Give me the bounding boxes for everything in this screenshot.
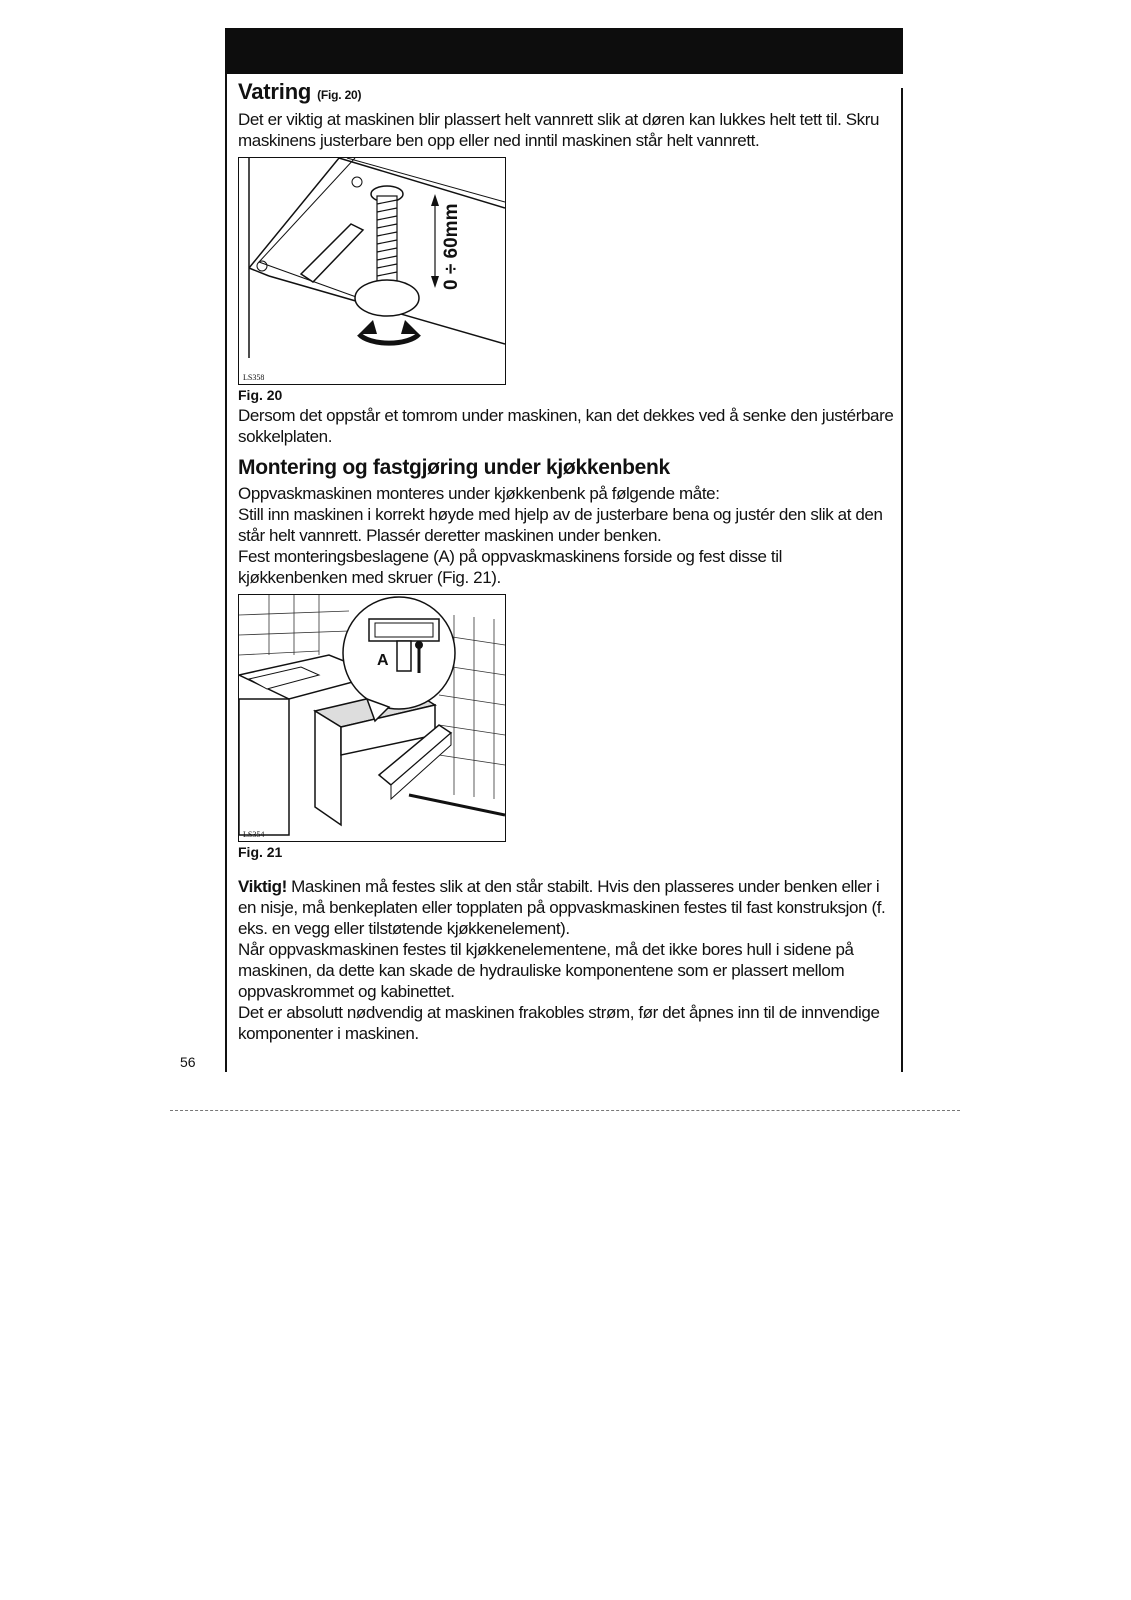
figure-20-leveling-foot <box>238 157 506 385</box>
important-text: Maskinen må festes slik at den står stabilt. Hvis den plasseres under benken eller i en nisje, må benkeplaten eller topplaten på oppvaskmaskinen festes til fast konstruksjon (f. eks. en vegg eller tilstøtende kjøkkenelement). <box>238 877 886 938</box>
figure-20-caption: Fig. 20 <box>238 387 283 403</box>
montering-intro: Oppvaskmaskinen monteres under kjøkkenbenk på følgende måte: <box>238 484 720 503</box>
right-margin-rule <box>901 88 903 1072</box>
mounting-illustration <box>239 595 505 841</box>
page-number: 56 <box>180 1054 196 1070</box>
section-figure-ref: (Fig. 20) <box>317 88 362 102</box>
vatring-intro: Det er viktig at maskinen blir plassert helt vannrett slik at døren kan lukkes helt tett til. Skru maskinens justerbare ben opp eller ned inntil maskinen står helt vannrett. <box>238 110 880 150</box>
page-content <box>238 78 894 1044</box>
important-lead: Viktig! <box>238 877 287 896</box>
measurement-label: 0 ÷ 60mm <box>441 203 462 290</box>
header-bar <box>225 28 903 74</box>
section-title: Vatring <box>238 79 312 104</box>
section-heading-montering: Montering og fastgjøring under kjøkkenbenk <box>238 456 670 479</box>
figure-21-mounting-brackets <box>238 594 506 842</box>
section-heading-vatring <box>238 78 894 109</box>
bottom-cut-line <box>170 1110 960 1111</box>
figure-code: LS354 <box>243 830 265 839</box>
figure-code: LS358 <box>243 373 265 382</box>
left-margin-rule <box>225 74 227 1072</box>
leveling-foot-illustration <box>239 158 505 384</box>
figure-21-caption: Fig. 21 <box>238 844 283 860</box>
vatring-note: Dersom det oppstår et tomrom under maskinen, kan det dekkes ved å senke den justérbare sokkelplaten. <box>238 406 894 446</box>
drilling-warning: Når oppvaskmaskinen festes til kjøkkenelementene, må det ikke bores hull i sidene på maskinen, da dette kan skade de hydrauliske komponentene som er plassert mellom oppvaskrommet og kabinettet. <box>238 940 854 1001</box>
montering-step-1: Still inn maskinen i korrekt høyde med hjelp av de justerbare bena og justér den slik at den står helt vannrett. Plassér deretter maskinen under benken. <box>238 505 883 545</box>
important-note <box>238 876 894 939</box>
montering-step-2: Fest monteringsbeslagene (A) på oppvaskmaskinens forside og fest disse til kjøkkenbenken med skruer (Fig. 21). <box>238 547 782 587</box>
bracket-callout-label: A <box>377 652 389 669</box>
power-warning: Det er absolutt nødvendig at maskinen frakobles strøm, før det åpnes inn til de innvendige komponenter i maskinen. <box>238 1003 880 1043</box>
